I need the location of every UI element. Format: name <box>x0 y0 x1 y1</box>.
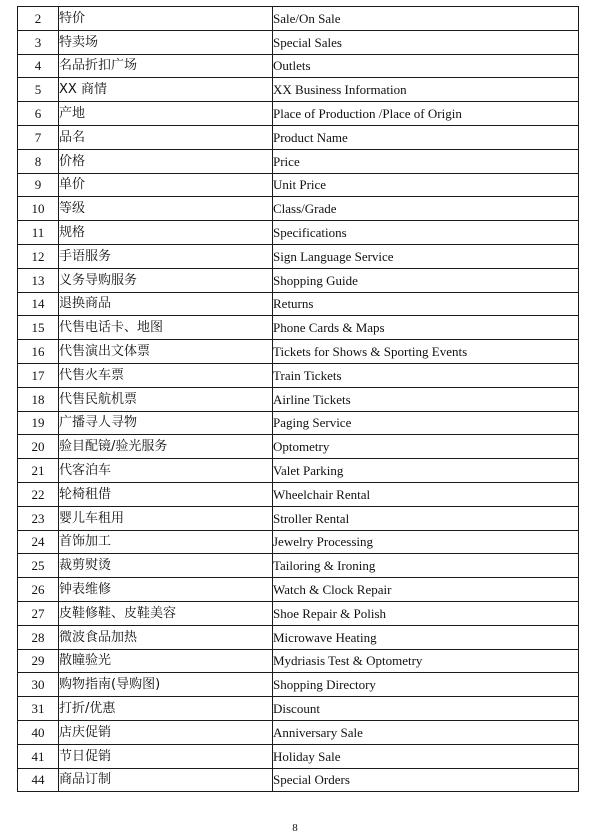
chinese-term-cell: 裁剪熨烫 <box>59 554 273 578</box>
chinese-term-cell: 规格 <box>59 221 273 245</box>
english-term-cell: Wheelchair Rental <box>273 482 579 506</box>
chinese-term-cell: 代售电话卡、地图 <box>59 316 273 340</box>
row-number-cell: 41 <box>18 744 59 768</box>
row-number-cell: 22 <box>18 482 59 506</box>
row-number-cell: 11 <box>18 221 59 245</box>
chinese-term-cell: 特卖场 <box>59 30 273 54</box>
chinese-term-cell: 散瞳验光 <box>59 649 273 673</box>
table-row <box>18 102 579 126</box>
row-number-cell: 27 <box>18 601 59 625</box>
row-number-cell: 3 <box>18 30 59 54</box>
table-row <box>18 625 579 649</box>
english-term-cell: Sale/On Sale <box>273 7 579 31</box>
row-number-cell: 20 <box>18 435 59 459</box>
chinese-term-cell: 验目配镜/验光服务 <box>59 435 273 459</box>
row-number-cell: 15 <box>18 316 59 340</box>
row-number-cell: 28 <box>18 625 59 649</box>
chinese-term-cell: XX 商情 <box>59 78 273 102</box>
chinese-term-cell: 代客泊车 <box>59 459 273 483</box>
table-row <box>18 720 579 744</box>
english-term-cell: Discount <box>273 697 579 721</box>
english-term-cell: Unit Price <box>273 173 579 197</box>
table-row <box>18 673 579 697</box>
table-row <box>18 244 579 268</box>
row-number-cell: 12 <box>18 244 59 268</box>
english-term-cell: XX Business Information <box>273 78 579 102</box>
english-term-cell: Mydriasis Test & Optometry <box>273 649 579 673</box>
row-number-cell: 2 <box>18 7 59 31</box>
row-number-cell: 13 <box>18 268 59 292</box>
chinese-term-cell: 品名 <box>59 125 273 149</box>
english-term-cell: Jewelry Processing <box>273 530 579 554</box>
terminology-table <box>17 6 579 792</box>
chinese-term-cell: 单价 <box>59 173 273 197</box>
english-term-cell: Product Name <box>273 125 579 149</box>
chinese-term-cell: 等级 <box>59 197 273 221</box>
table-row <box>18 554 579 578</box>
table-row <box>18 54 579 78</box>
row-number-cell: 8 <box>18 149 59 173</box>
chinese-term-cell: 义务导购服务 <box>59 268 273 292</box>
table-row <box>18 7 579 31</box>
chinese-term-cell: 产地 <box>59 102 273 126</box>
english-term-cell: Valet Parking <box>273 459 579 483</box>
english-term-cell: Price <box>273 149 579 173</box>
table-row <box>18 30 579 54</box>
english-term-cell: Shopping Guide <box>273 268 579 292</box>
page-number: 8 <box>292 822 298 834</box>
chinese-term-cell: 代售演出文体票 <box>59 340 273 364</box>
row-number-cell: 23 <box>18 506 59 530</box>
english-term-cell: Special Sales <box>273 30 579 54</box>
chinese-term-cell: 代售民航机票 <box>59 387 273 411</box>
row-number-cell: 17 <box>18 363 59 387</box>
english-term-cell: Stroller Rental <box>273 506 579 530</box>
english-term-cell: Optometry <box>273 435 579 459</box>
table-row <box>18 149 579 173</box>
chinese-term-cell: 名品折扣广场 <box>59 54 273 78</box>
table-row <box>18 697 579 721</box>
english-term-cell: Microwave Heating <box>273 625 579 649</box>
table-row <box>18 221 579 245</box>
chinese-term-cell: 店庆促销 <box>59 720 273 744</box>
chinese-term-cell: 钟表维修 <box>59 578 273 602</box>
english-term-cell: Special Orders <box>273 768 579 792</box>
table-row <box>18 125 579 149</box>
table-row <box>18 78 579 102</box>
english-term-cell: Phone Cards & Maps <box>273 316 579 340</box>
english-term-cell: Anniversary Sale <box>273 720 579 744</box>
chinese-term-cell: 商品订制 <box>59 768 273 792</box>
row-number-cell: 6 <box>18 102 59 126</box>
table-row <box>18 387 579 411</box>
row-number-cell: 4 <box>18 54 59 78</box>
english-term-cell: Watch & Clock Repair <box>273 578 579 602</box>
english-term-cell: Shopping Directory <box>273 673 579 697</box>
row-number-cell: 14 <box>18 292 59 316</box>
row-number-cell: 31 <box>18 697 59 721</box>
table-row <box>18 292 579 316</box>
chinese-term-cell: 微波食品加热 <box>59 625 273 649</box>
english-term-cell: Airline Tickets <box>273 387 579 411</box>
english-term-cell: Place of Production /Place of Origin <box>273 102 579 126</box>
english-term-cell: Tailoring & Ironing <box>273 554 579 578</box>
table-row <box>18 435 579 459</box>
chinese-term-cell: 皮鞋修鞋、皮鞋美容 <box>59 601 273 625</box>
row-number-cell: 24 <box>18 530 59 554</box>
row-number-cell: 5 <box>18 78 59 102</box>
row-number-cell: 7 <box>18 125 59 149</box>
chinese-term-cell: 价格 <box>59 149 273 173</box>
row-number-cell: 9 <box>18 173 59 197</box>
chinese-term-cell: 首饰加工 <box>59 530 273 554</box>
english-term-cell: Outlets <box>273 54 579 78</box>
row-number-cell: 40 <box>18 720 59 744</box>
row-number-cell: 16 <box>18 340 59 364</box>
english-term-cell: Sign Language Service <box>273 244 579 268</box>
table-row <box>18 649 579 673</box>
row-number-cell: 18 <box>18 387 59 411</box>
english-term-cell: Specifications <box>273 221 579 245</box>
table-row <box>18 340 579 364</box>
english-term-cell: Class/Grade <box>273 197 579 221</box>
table-row <box>18 530 579 554</box>
table-row <box>18 768 579 792</box>
table-row <box>18 578 579 602</box>
chinese-term-cell: 特价 <box>59 7 273 31</box>
table-row <box>18 316 579 340</box>
terminology-table-body <box>18 7 579 792</box>
english-term-cell: Shoe Repair & Polish <box>273 601 579 625</box>
table-row <box>18 506 579 530</box>
row-number-cell: 29 <box>18 649 59 673</box>
chinese-term-cell: 节日促销 <box>59 744 273 768</box>
table-row <box>18 268 579 292</box>
english-term-cell: Train Tickets <box>273 363 579 387</box>
english-term-cell: Tickets for Shows & Sporting Events <box>273 340 579 364</box>
table-row <box>18 197 579 221</box>
row-number-cell: 30 <box>18 673 59 697</box>
row-number-cell: 10 <box>18 197 59 221</box>
chinese-term-cell: 打折/优惠 <box>59 697 273 721</box>
table-row <box>18 173 579 197</box>
chinese-term-cell: 代售火车票 <box>59 363 273 387</box>
chinese-term-cell: 退换商品 <box>59 292 273 316</box>
table-row <box>18 601 579 625</box>
chinese-term-cell: 购物指南(导购图) <box>59 673 273 697</box>
table-row <box>18 411 579 435</box>
table-row <box>18 363 579 387</box>
row-number-cell: 26 <box>18 578 59 602</box>
row-number-cell: 25 <box>18 554 59 578</box>
chinese-term-cell: 手语服务 <box>59 244 273 268</box>
english-term-cell: Paging Service <box>273 411 579 435</box>
row-number-cell: 21 <box>18 459 59 483</box>
chinese-term-cell: 婴儿车租用 <box>59 506 273 530</box>
english-term-cell: Returns <box>273 292 579 316</box>
row-number-cell: 19 <box>18 411 59 435</box>
english-term-cell: Holiday Sale <box>273 744 579 768</box>
table-row <box>18 744 579 768</box>
row-number-cell: 44 <box>18 768 59 792</box>
chinese-term-cell: 广播寻人寻物 <box>59 411 273 435</box>
table-row <box>18 459 579 483</box>
chinese-term-cell: 轮椅租借 <box>59 482 273 506</box>
table-row <box>18 482 579 506</box>
